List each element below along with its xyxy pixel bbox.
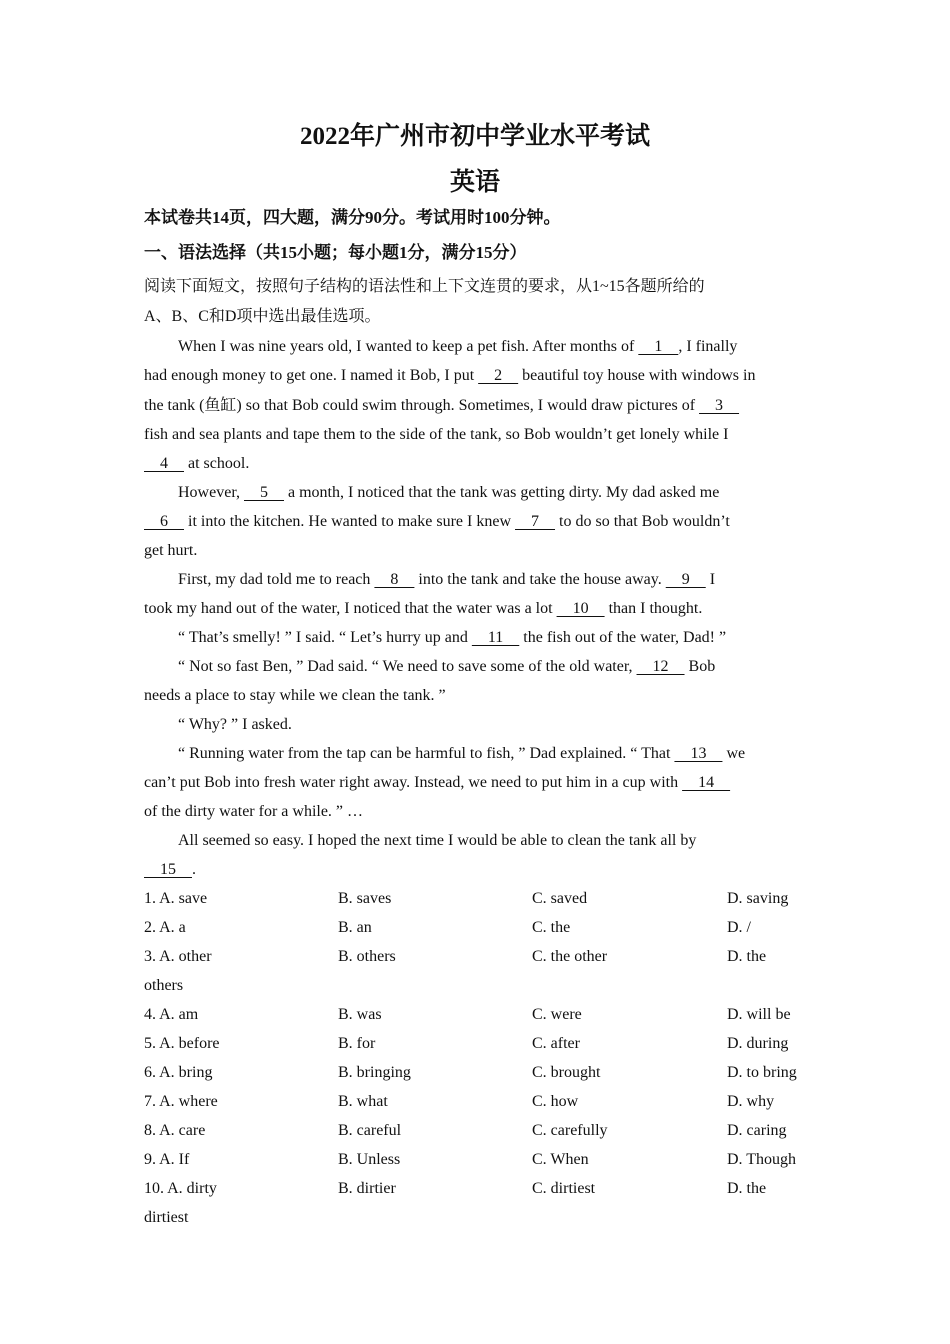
exam-title: 2022年广州市初中学业水平考试 bbox=[299, 123, 650, 150]
option-8c: C. carefully bbox=[532, 1122, 608, 1139]
passage-text: it into the kitchen. He wanted to make sure I knew bbox=[184, 513, 516, 530]
option-3c: C. the other bbox=[532, 948, 608, 965]
blank-13: 13 bbox=[674, 745, 723, 762]
instruction-line-2: A、B、C和D项中选出最佳选项。 bbox=[144, 308, 381, 325]
option-5d: D. during bbox=[727, 1035, 789, 1052]
passage-line bbox=[178, 570, 715, 590]
option-9a: 9. A. If bbox=[144, 1151, 190, 1168]
blank-4: 4 bbox=[144, 455, 184, 472]
passage-line: get hurt. bbox=[144, 542, 198, 559]
option-3b: B. others bbox=[338, 948, 396, 965]
option-7b: B. what bbox=[338, 1093, 388, 1110]
blank-12: 12 bbox=[636, 658, 685, 675]
option-5a: 5. A. before bbox=[144, 1035, 220, 1052]
passage-text: “ Not so fast Ben, ” Dad said. “ We need to save some of the old water, bbox=[178, 658, 637, 675]
option-6d: D. to bring bbox=[727, 1064, 797, 1081]
passage-text: we bbox=[722, 745, 746, 762]
passage-text: beautiful toy house with windows in bbox=[518, 367, 756, 384]
passage-text: “ That’s smelly! ” I said. “ Let’s hurry up and bbox=[178, 629, 472, 646]
option-1d: D. saving bbox=[727, 890, 789, 907]
passage-line: needs a place to stay while we clean the tank. ” bbox=[144, 687, 446, 704]
passage-text: When I was nine years old, I wanted to keep a pet fish. After months of bbox=[178, 338, 639, 355]
option-2b: B. an bbox=[338, 919, 372, 936]
option-3d-continued: others bbox=[144, 977, 184, 994]
passage-text: into the tank and take the house away. bbox=[414, 571, 666, 588]
passage-text: . bbox=[192, 861, 196, 878]
passage-text: First, my dad told me to reach bbox=[178, 571, 375, 588]
passage-line: of the dirty water for a while. ” … bbox=[144, 803, 364, 820]
option-10a: 10. A. dirty bbox=[144, 1180, 217, 1197]
passage-line bbox=[178, 628, 726, 648]
passage-text: the tank (鱼缸) so that Bob could swim through. Sometimes, I would draw pictures of bbox=[144, 397, 700, 414]
passage-text: Bob bbox=[684, 658, 716, 675]
option-4c: C. were bbox=[532, 1006, 582, 1023]
option-8b: B. careful bbox=[338, 1122, 402, 1139]
passage-text: “ Running water from the tap can be harmful to fish, ” Dad explained. “ That bbox=[178, 745, 675, 762]
blank-5: 5 bbox=[244, 484, 284, 501]
passage-text: However, bbox=[178, 484, 244, 501]
option-7c: C. how bbox=[532, 1093, 579, 1110]
passage-text: the fish out of the water, Dad! ” bbox=[519, 629, 727, 646]
blank-14: 14 bbox=[682, 774, 731, 791]
option-2a: 2. A. a bbox=[144, 919, 186, 936]
blank-15: 15 bbox=[144, 861, 192, 878]
option-7a: 7. A. where bbox=[144, 1093, 218, 1110]
option-10c: C. dirtiest bbox=[532, 1180, 596, 1197]
blank-7: 7 bbox=[515, 513, 556, 530]
option-4b: B. was bbox=[338, 1006, 382, 1023]
exam-note: 本试卷共14页，四大题，满分90分。考试用时100分钟。 bbox=[144, 208, 561, 227]
option-4a: 4. A. am bbox=[144, 1006, 199, 1023]
option-1b: B. saves bbox=[338, 890, 392, 907]
passage-line bbox=[178, 483, 719, 503]
passage-text: a month, I noticed that the tank was getting dirty. My dad asked me bbox=[284, 484, 720, 501]
option-6a: 6. A. bring bbox=[144, 1064, 213, 1081]
blank-6: 6 bbox=[144, 513, 184, 530]
passage-line bbox=[178, 337, 737, 357]
passage-line bbox=[144, 773, 730, 793]
blank-8: 8 bbox=[374, 571, 415, 588]
passage-text: took my hand out of the water, I noticed that the water was a lot bbox=[144, 600, 557, 617]
passage-text: to do so that Bob wouldn’t bbox=[555, 513, 730, 530]
option-9b: B. Unless bbox=[338, 1151, 401, 1168]
option-3a: 3. A. other bbox=[144, 948, 212, 965]
option-8d: D. caring bbox=[727, 1122, 787, 1139]
option-10b: B. dirtier bbox=[338, 1180, 396, 1197]
option-7d: D. why bbox=[727, 1093, 775, 1110]
passage-line bbox=[144, 454, 249, 474]
option-5c: C. after bbox=[532, 1035, 580, 1052]
passage-line: fish and sea plants and tape them to the side of the tank, so Bob wouldn’t get lonely while I bbox=[144, 426, 729, 443]
option-1a: 1. A. save bbox=[144, 890, 208, 907]
option-2d: D. / bbox=[727, 919, 751, 936]
passage-text: at school. bbox=[184, 455, 250, 472]
option-2c: C. the bbox=[532, 919, 571, 936]
passage-text: , I finally bbox=[678, 338, 738, 355]
blank-11: 11 bbox=[471, 629, 520, 646]
blank-10: 10 bbox=[556, 600, 605, 617]
passage-line: All seemed so easy. I hoped the next time I would be able to clean the tank all by bbox=[178, 832, 697, 849]
passage-line bbox=[144, 512, 730, 532]
option-9d: D. Though bbox=[727, 1151, 797, 1168]
section-heading: 一、语法选择（共15小题；每小题1分，满分15分） bbox=[144, 243, 527, 262]
instruction-line-1: 阅读下面短文，按照句子结构的语法性和上下文连贯的要求，从1~15各题所给的 bbox=[144, 278, 705, 295]
passage-line bbox=[144, 396, 739, 416]
passage-line bbox=[178, 657, 715, 677]
passage-text: can’t put Bob into fresh water right away. Instead, we need to put him in a cup with bbox=[144, 774, 683, 791]
passage-line bbox=[144, 599, 702, 619]
option-5b: B. for bbox=[338, 1035, 376, 1052]
passage-line bbox=[144, 860, 196, 880]
passage-text: I bbox=[705, 571, 716, 588]
passage-text: than I thought. bbox=[604, 600, 703, 617]
passage-line bbox=[178, 744, 745, 764]
passage-line bbox=[144, 366, 755, 386]
option-10d: D. the bbox=[727, 1180, 767, 1197]
option-8a: 8. A. care bbox=[144, 1122, 206, 1139]
option-10d-continued: dirtiest bbox=[144, 1209, 189, 1226]
blank-2: 2 bbox=[478, 367, 519, 384]
option-4d: D. will be bbox=[727, 1006, 791, 1023]
blank-9: 9 bbox=[665, 571, 706, 588]
option-6b: B. bringing bbox=[338, 1064, 411, 1081]
blank-3: 3 bbox=[699, 397, 740, 414]
subject-title: 英语 bbox=[449, 169, 500, 196]
passage-text: had enough money to get one. I named it Bob, I put bbox=[144, 367, 479, 384]
option-9c: C. When bbox=[532, 1151, 589, 1168]
passage-line: “ Why? ” I asked. bbox=[178, 716, 292, 733]
option-1c: C. saved bbox=[532, 890, 588, 907]
blank-1: 1 bbox=[638, 338, 679, 355]
option-6c: C. brought bbox=[532, 1064, 601, 1081]
option-3d: D. the bbox=[727, 948, 767, 965]
